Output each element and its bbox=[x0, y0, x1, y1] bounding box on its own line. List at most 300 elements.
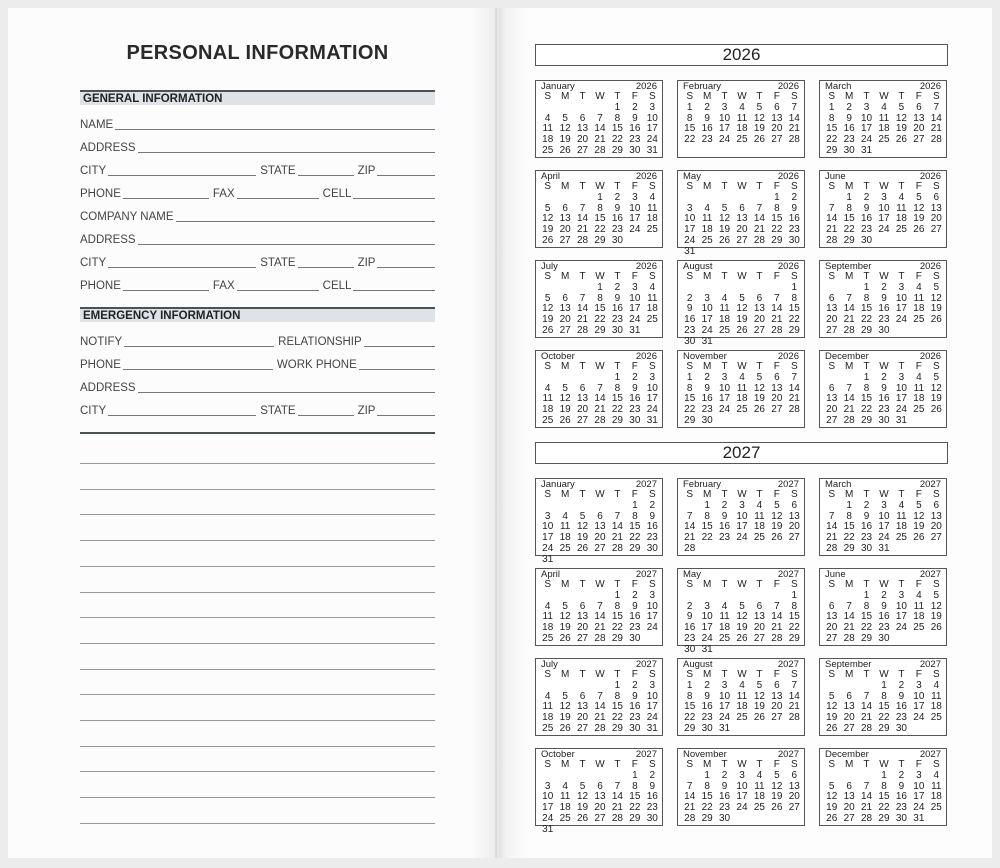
day-cell: 4 bbox=[649, 191, 656, 203]
month-year: 2027 bbox=[919, 569, 941, 580]
day-cell: 22 bbox=[843, 224, 855, 236]
day-cell: 9 bbox=[686, 611, 693, 623]
day-cell: 2 bbox=[614, 281, 621, 293]
day-cell: 5 bbox=[562, 600, 568, 612]
weekday-header: T bbox=[898, 181, 905, 192]
emergency-state-field[interactable] bbox=[298, 415, 354, 416]
day-cell: 14 bbox=[788, 112, 800, 124]
empty-day bbox=[840, 373, 857, 384]
month-name: April bbox=[541, 569, 561, 580]
fax-field[interactable] bbox=[237, 198, 319, 199]
month-calendar-june bbox=[819, 568, 947, 646]
day-cell: 27 bbox=[559, 234, 571, 246]
day-cell: 10 bbox=[542, 521, 554, 533]
day-cell: 15 bbox=[594, 303, 606, 315]
day-cell: 11 bbox=[736, 690, 748, 702]
day-cell: 10 bbox=[861, 112, 873, 124]
day-cell: 23 bbox=[719, 802, 731, 814]
day-cell: 30 bbox=[629, 722, 641, 734]
month-name: September bbox=[825, 261, 872, 272]
cell-field[interactable] bbox=[353, 198, 435, 199]
weekday-header: T bbox=[579, 759, 586, 770]
weekday-header: T bbox=[614, 579, 621, 590]
empty-day bbox=[681, 283, 698, 294]
day-cell: 14 bbox=[788, 382, 800, 394]
month-year: 2026 bbox=[777, 351, 799, 362]
day-cell: 27 bbox=[753, 632, 765, 644]
weekday-header: S bbox=[828, 759, 836, 770]
note-line[interactable] bbox=[80, 797, 435, 798]
weekday-header: M bbox=[844, 669, 854, 680]
day-cell: 19 bbox=[913, 213, 925, 225]
day-cell: 22 bbox=[684, 404, 696, 416]
day-cell: 15 bbox=[611, 701, 623, 713]
day-cell: 31 bbox=[878, 542, 890, 554]
day-cell: 11 bbox=[559, 521, 571, 533]
empty-day bbox=[609, 771, 626, 782]
weekday-header: F bbox=[915, 669, 922, 680]
day-cell: 1 bbox=[881, 769, 887, 781]
weekday-header: S bbox=[932, 361, 940, 372]
day-cell: 31 bbox=[646, 144, 658, 156]
weekday-header: W bbox=[879, 759, 889, 770]
day-cell: 21 bbox=[771, 622, 783, 634]
day-cell: 20 bbox=[736, 224, 748, 236]
day-cell: 21 bbox=[788, 123, 800, 135]
day-cell: 20 bbox=[788, 521, 800, 533]
month-year: 2027 bbox=[635, 569, 657, 580]
day-cell: 10 bbox=[719, 690, 731, 702]
day-cell: 18 bbox=[753, 791, 765, 803]
company-state-field[interactable] bbox=[298, 267, 354, 268]
day-cell: 8 bbox=[863, 600, 870, 612]
empty-day bbox=[823, 591, 840, 602]
day-cell: 15 bbox=[684, 123, 696, 135]
day-cell: 22 bbox=[861, 622, 873, 634]
company-fax-field[interactable] bbox=[237, 290, 319, 291]
empty-day bbox=[698, 591, 715, 602]
day-cell: 24 bbox=[646, 404, 658, 416]
day-cell: 16 bbox=[629, 393, 641, 405]
weekday-header: S bbox=[828, 579, 836, 590]
day-cell: 19 bbox=[930, 393, 942, 405]
note-line[interactable] bbox=[80, 617, 435, 618]
day-cell: 10 bbox=[701, 303, 713, 315]
day-cell: 12 bbox=[771, 780, 783, 792]
day-cell: 25 bbox=[913, 622, 925, 634]
day-cell: 25 bbox=[719, 632, 731, 644]
company-zip-field[interactable] bbox=[377, 267, 435, 268]
day-cell: 22 bbox=[701, 532, 713, 544]
day-cell: 31 bbox=[719, 722, 731, 734]
weekday-header: M bbox=[702, 271, 712, 282]
weekday-header: S bbox=[544, 361, 552, 372]
day-cell: 29 bbox=[611, 632, 623, 644]
year-header: 2026 bbox=[535, 44, 948, 66]
note-line[interactable] bbox=[80, 592, 435, 593]
day-cell: 28 bbox=[930, 134, 942, 146]
weekday-header: S bbox=[648, 271, 656, 282]
day-cell: 2 bbox=[898, 769, 905, 781]
day-cell: 6 bbox=[791, 769, 798, 781]
day-cell: 25 bbox=[913, 314, 925, 326]
day-cell: 15 bbox=[611, 123, 623, 135]
day-grid bbox=[681, 670, 803, 735]
day-cell: 25 bbox=[646, 314, 658, 326]
day-cell: 19 bbox=[542, 224, 554, 236]
weekday-header: M bbox=[844, 489, 854, 500]
weekday-header: T bbox=[863, 91, 870, 102]
day-cell: 11 bbox=[878, 112, 890, 124]
day-cell: 28 bbox=[788, 134, 800, 146]
day-cell: 29 bbox=[788, 632, 800, 644]
day-cell: 14 bbox=[771, 303, 783, 315]
day-cell: 7 bbox=[686, 780, 693, 792]
day-cell: 17 bbox=[736, 521, 748, 533]
company-phone-field[interactable] bbox=[123, 290, 209, 291]
weekday-header: S bbox=[932, 759, 940, 770]
weekday-header: M bbox=[702, 361, 712, 372]
weekday-header: S bbox=[790, 579, 798, 590]
day-cell: 21 bbox=[577, 224, 589, 236]
month-name: March bbox=[825, 479, 852, 490]
day-cell: 7 bbox=[614, 510, 621, 522]
day-cell: 1 bbox=[791, 589, 798, 601]
day-cell: 10 bbox=[736, 780, 748, 792]
weekday-header: T bbox=[579, 181, 586, 192]
day-cell: 12 bbox=[719, 213, 731, 225]
empty-day bbox=[858, 771, 875, 782]
weekday-header: F bbox=[915, 489, 922, 500]
note-line[interactable] bbox=[80, 643, 435, 644]
day-cell: 23 bbox=[719, 532, 731, 544]
weekday-header: F bbox=[773, 361, 780, 372]
empty-day bbox=[698, 283, 715, 294]
month-year: 2026 bbox=[635, 171, 657, 182]
day-cell: 10 bbox=[736, 510, 748, 522]
empty-day bbox=[716, 283, 733, 294]
day-cell: 8 bbox=[597, 202, 603, 214]
weekday-header: W bbox=[737, 181, 747, 192]
day-cell: 13 bbox=[913, 112, 925, 124]
day-cell: 19 bbox=[719, 224, 731, 236]
day-cell: 27 bbox=[826, 414, 838, 426]
month-calendar-april bbox=[535, 170, 663, 248]
note-line[interactable] bbox=[80, 694, 435, 695]
day-cell: 7 bbox=[933, 101, 940, 113]
weekday-header: M bbox=[702, 579, 712, 590]
day-cell: 13 bbox=[753, 611, 765, 623]
day-cell: 28 bbox=[594, 632, 606, 644]
relationship-field[interactable] bbox=[364, 346, 435, 347]
day-cell: 30 bbox=[843, 144, 855, 156]
note-line[interactable] bbox=[80, 489, 435, 490]
day-cell: 19 bbox=[771, 521, 783, 533]
day-cell: 5 bbox=[756, 371, 763, 383]
day-cell: 22 bbox=[611, 134, 623, 146]
day-cell: 18 bbox=[736, 701, 748, 713]
company-cell-field[interactable] bbox=[353, 290, 435, 291]
day-cell: 29 bbox=[684, 414, 696, 426]
day-cell: 15 bbox=[878, 701, 890, 713]
weekday-header: F bbox=[915, 579, 922, 590]
day-cell: 25 bbox=[559, 542, 571, 554]
day-cell: 18 bbox=[559, 802, 571, 814]
note-line[interactable] bbox=[80, 566, 435, 567]
note-line[interactable] bbox=[80, 514, 435, 515]
month-name: October bbox=[541, 749, 575, 760]
company-fax-label: FAX bbox=[212, 280, 235, 292]
day-cell: 4 bbox=[756, 769, 763, 781]
day-cell: 13 bbox=[843, 701, 855, 713]
note-line[interactable] bbox=[80, 463, 435, 464]
day-cell: 8 bbox=[881, 690, 887, 702]
day-cell: 7 bbox=[597, 600, 603, 612]
note-line[interactable] bbox=[80, 771, 435, 772]
day-cell: 29 bbox=[611, 722, 623, 734]
day-cell: 24 bbox=[913, 712, 925, 724]
city-row bbox=[80, 162, 435, 178]
day-cell: 27 bbox=[788, 532, 800, 544]
day-cell: 16 bbox=[895, 701, 907, 713]
day-cell: 4 bbox=[739, 101, 745, 113]
weekday-header: T bbox=[756, 271, 763, 282]
day-cell: 17 bbox=[895, 393, 907, 405]
day-cell: 2 bbox=[704, 679, 710, 691]
weekday-header: T bbox=[756, 91, 763, 102]
day-cell: 11 bbox=[931, 780, 942, 792]
day-cell: 23 bbox=[878, 404, 890, 416]
day-cell: 15 bbox=[826, 123, 838, 135]
day-cell: 27 bbox=[577, 414, 589, 426]
day-grid bbox=[539, 760, 661, 836]
emergency-address-label: ADDRESS bbox=[80, 382, 136, 394]
day-cell: 1 bbox=[686, 371, 693, 383]
empty-day bbox=[681, 501, 698, 512]
day-cell: 15 bbox=[701, 521, 713, 533]
day-cell: 9 bbox=[863, 202, 870, 214]
note-line[interactable] bbox=[80, 823, 435, 824]
day-cell: 23 bbox=[629, 134, 641, 146]
day-cell: 22 bbox=[629, 532, 641, 544]
month-calendar-may bbox=[677, 170, 805, 257]
day-cell: 24 bbox=[701, 324, 713, 336]
weekday-header: S bbox=[648, 759, 656, 770]
day-cell: 6 bbox=[774, 371, 780, 383]
day-cell: 17 bbox=[684, 224, 696, 236]
day-cell: 22 bbox=[861, 314, 873, 326]
day-cell: 5 bbox=[544, 202, 551, 214]
name-field[interactable] bbox=[115, 129, 435, 130]
day-cell: 2 bbox=[704, 371, 710, 383]
note-line[interactable] bbox=[80, 540, 435, 541]
weekday-header: W bbox=[595, 91, 605, 102]
day-cell: 26 bbox=[771, 802, 783, 814]
day-cell: 26 bbox=[559, 722, 571, 734]
day-cell: 14 bbox=[861, 701, 873, 713]
day-cell: 18 bbox=[878, 123, 890, 135]
day-cell: 6 bbox=[756, 600, 763, 612]
day-cell: 8 bbox=[614, 690, 621, 702]
weekday-header: F bbox=[631, 759, 638, 770]
company-city-field[interactable] bbox=[108, 267, 256, 268]
notify-field[interactable] bbox=[124, 346, 274, 347]
zip-field[interactable] bbox=[377, 175, 435, 176]
day-cell: 6 bbox=[579, 112, 586, 124]
day-cell: 28 bbox=[611, 812, 623, 824]
weekday-header: W bbox=[737, 489, 747, 500]
day-cell: 30 bbox=[878, 632, 890, 644]
weekday-header: T bbox=[579, 669, 586, 680]
day-cell: 24 bbox=[878, 224, 890, 236]
day-cell: 9 bbox=[649, 510, 656, 522]
weekday-header: T bbox=[579, 361, 586, 372]
address-field[interactable] bbox=[138, 152, 435, 153]
note-line[interactable] bbox=[80, 669, 435, 670]
day-cell: 13 bbox=[843, 791, 855, 803]
day-cell: 5 bbox=[774, 769, 780, 781]
day-cell: 2 bbox=[721, 499, 728, 511]
emergency-city-field[interactable] bbox=[108, 415, 256, 416]
weekday-header: T bbox=[614, 759, 621, 770]
weekday-header: S bbox=[544, 579, 552, 590]
day-cell: 3 bbox=[881, 499, 887, 511]
day-cell: 19 bbox=[771, 791, 783, 803]
day-cell: 14 bbox=[788, 690, 800, 702]
empty-day bbox=[556, 283, 573, 294]
day-cell: 28 bbox=[684, 812, 696, 824]
month-year: 2027 bbox=[777, 659, 799, 670]
empty-day bbox=[539, 373, 556, 384]
day-cell: 17 bbox=[861, 123, 873, 135]
weekday-header: M bbox=[702, 759, 712, 770]
phone-field[interactable] bbox=[123, 198, 209, 199]
empty-day bbox=[840, 771, 857, 782]
day-cell: 5 bbox=[579, 510, 586, 522]
day-cell: 15 bbox=[629, 521, 641, 533]
day-cell: 26 bbox=[753, 134, 765, 146]
day-cell: 7 bbox=[791, 679, 798, 691]
day-cell: 22 bbox=[843, 532, 855, 544]
note-line[interactable] bbox=[80, 720, 435, 721]
weekday-header: M bbox=[844, 579, 854, 590]
day-cell: 6 bbox=[846, 690, 852, 702]
name-row bbox=[80, 116, 435, 132]
day-cell: 3 bbox=[649, 371, 656, 383]
weekday-header: S bbox=[648, 181, 656, 192]
day-cell: 26 bbox=[542, 234, 554, 246]
day-cell: 19 bbox=[736, 622, 748, 634]
note-line[interactable] bbox=[80, 746, 435, 747]
day-cell: 21 bbox=[843, 622, 855, 634]
company-cell-label: CELL bbox=[322, 280, 352, 292]
day-cell: 11 bbox=[719, 611, 730, 623]
day-cell: 20 bbox=[577, 134, 589, 146]
day-cell: 25 bbox=[930, 712, 942, 724]
day-cell: 16 bbox=[684, 314, 696, 326]
day-cell: 17 bbox=[701, 314, 713, 326]
day-cell: 9 bbox=[632, 382, 638, 394]
weekday-header: S bbox=[686, 489, 694, 500]
day-cell: 18 bbox=[736, 393, 748, 405]
company-name-field[interactable] bbox=[176, 221, 435, 222]
day-cell: 27 bbox=[843, 722, 855, 734]
day-cell: 15 bbox=[684, 393, 696, 405]
day-cell: 7 bbox=[828, 202, 835, 214]
day-cell: 4 bbox=[544, 600, 551, 612]
day-cell: 11 bbox=[719, 303, 730, 315]
day-cell: 12 bbox=[913, 510, 925, 522]
day-cell: 19 bbox=[577, 532, 589, 544]
day-cell: 25 bbox=[930, 802, 942, 814]
weekday-header: T bbox=[863, 361, 870, 372]
day-cell: 10 bbox=[684, 213, 696, 225]
day-cell: 1 bbox=[614, 589, 621, 601]
day-cell: 4 bbox=[756, 499, 763, 511]
city-field[interactable] bbox=[108, 175, 256, 176]
weekday-header: S bbox=[932, 489, 940, 500]
day-cell: 5 bbox=[544, 292, 551, 304]
day-cell: 14 bbox=[684, 521, 696, 533]
day-cell: 31 bbox=[542, 823, 554, 835]
day-cell: 17 bbox=[878, 213, 890, 225]
day-cell: 27 bbox=[577, 632, 589, 644]
weekday-header: S bbox=[686, 91, 694, 102]
weekday-header: W bbox=[879, 669, 889, 680]
weekday-header: T bbox=[898, 271, 905, 282]
day-cell: 13 bbox=[753, 303, 765, 315]
day-cell: 17 bbox=[719, 123, 731, 135]
emergency-address-field[interactable] bbox=[138, 392, 435, 393]
day-cell: 1 bbox=[614, 371, 621, 383]
work-phone-field[interactable] bbox=[359, 369, 435, 370]
day-cell: 20 bbox=[753, 314, 765, 326]
day-cell: 2 bbox=[649, 769, 656, 781]
day-cell: 30 bbox=[611, 324, 623, 336]
day-cell: 28 bbox=[771, 324, 783, 336]
day-cell: 23 bbox=[788, 224, 800, 236]
day-cell: 7 bbox=[756, 202, 763, 214]
empty-day bbox=[574, 591, 591, 602]
day-cell: 17 bbox=[701, 622, 713, 634]
emergency-zip-field[interactable] bbox=[377, 415, 435, 416]
weekday-header: M bbox=[560, 361, 570, 372]
day-cell: 8 bbox=[863, 292, 870, 304]
day-cell: 21 bbox=[861, 712, 873, 724]
day-cell: 16 bbox=[684, 622, 696, 634]
weekday-header: T bbox=[898, 669, 905, 680]
day-cell: 13 bbox=[577, 701, 589, 713]
day-cell: 13 bbox=[577, 123, 589, 135]
day-cell: 27 bbox=[771, 134, 783, 146]
state-field[interactable] bbox=[298, 175, 354, 176]
day-cell: 7 bbox=[774, 600, 780, 612]
day-cell: 25 bbox=[878, 134, 890, 146]
day-cell: 29 bbox=[861, 414, 873, 426]
day-cell: 29 bbox=[611, 414, 623, 426]
day-cell: 20 bbox=[826, 404, 838, 416]
day-cell: 5 bbox=[828, 780, 835, 792]
day-cell: 31 bbox=[646, 722, 658, 734]
day-cell: 25 bbox=[542, 414, 554, 426]
address-row bbox=[80, 139, 435, 155]
day-cell: 11 bbox=[542, 611, 553, 623]
empty-day bbox=[751, 283, 768, 294]
day-cell: 4 bbox=[721, 292, 728, 304]
company-address-field[interactable] bbox=[138, 244, 435, 245]
emergency-phone-field[interactable] bbox=[123, 369, 273, 370]
day-cell: 17 bbox=[646, 611, 658, 623]
